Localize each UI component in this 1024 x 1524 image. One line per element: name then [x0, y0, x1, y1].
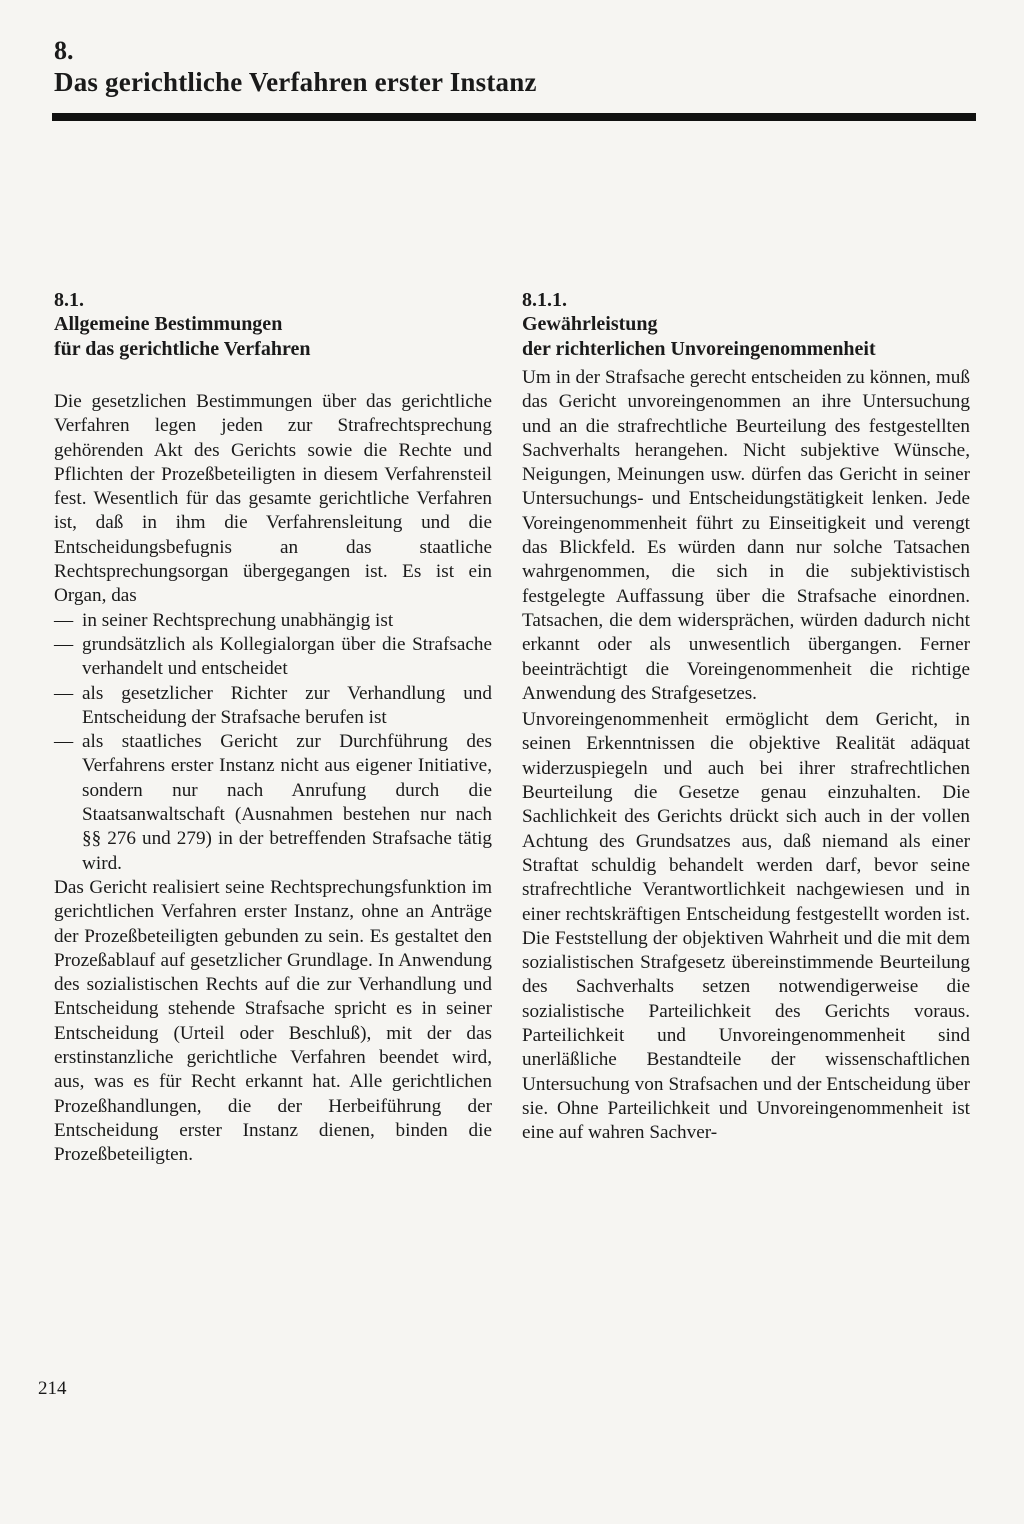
right-column — [522, 288, 970, 1146]
body-paragraph: Unvoreingenommenheit ermöglicht dem Gericht, in seinen Erkenntnissen die objektive Realität adäquat widerzuspiegeln und auch bei ihrer strafrechtlichen Beurteilung die Gesetze genau einzuhalten. Die Sachlichkeit des Gerichts drückt sich auch in der vollen Achtung des Grundsatzes aus, daß niemand als einer Straftat schuldig behandelt werden darf, bevor seine strafrechtliche Verantwortlichkeit nachgewiesen und in einer rechtskräftigen Entscheidung festgestellt worden ist. Die Feststellung der objektiven Wahrheit und die mit dem sozialistischen Strafgesetz übereinstimmende Beurteilung des Sachverhalts setzen notwendigerweise die sozialistische Parteilichkeit des Gerichts voraus. Parteilichkeit und Unvoreingenommenheit sind unerläßliche Bestandteile der wissenschaftlichen Untersuchung von Strafsachen und der Entscheidung über sie. Ohne Parteilichkeit und Unvoreingenommenheit ist eine auf wahren Sachver- — [522, 709, 970, 1144]
subsection-number: 8.1.1. — [522, 289, 567, 311]
closing-paragraph: Das Gericht realisiert seine Rechtsprechungsfunktion im gerichtlichen Verfahren erster Instanz, ohne an Anträge der Prozeßbeteiligten gebunden zu sein. Es gestaltet den Prozeßablauf auf gesetzlicher Grundlage. In Anwendung des sozialistischen Rechts auf die zur Verhandlung und Entscheidung stehende Strafsache spricht es in seiner Entscheidung (Urteil oder Beschluß), mit der das erstinstanzliche gerichtliche Verfahren beendet wird, aus, was es für Recht erkannt hat. Alle gerichtlichen Prozeßhandlungen, die der Herbeiführung der Entscheidung erster Instanz dienen, binden die Prozeßbeteiligten. — [54, 876, 492, 1166]
left-column — [54, 288, 492, 1168]
intro-paragraph: Die gesetzlichen Bestimmungen über das gerichtliche Verfahren legen jeden zur Strafrechtsprechung gehörenden Akt des Gerichts sowie die Rechte und Pflichten der Prozeßbeteiligten in diesem Verfahrensteil fest. Wesentlich für das gesamte gerichtliche Verfahren ist, daß in ihm die Verfahrensleitung und die Entscheidungsbefugnis an das staatliche Rechtsprechungsorgan übergegangen ist. Es ist ein Organ, das — [54, 391, 492, 607]
dash-bullet: — — [54, 609, 74, 631]
dash-bullet: — — [54, 731, 74, 753]
list-item-text: grundsätzlich als Kollegialorgan über die Strafsache verhandelt und entscheidet — [82, 633, 492, 680]
chapter-rule — [52, 113, 976, 121]
dash-bullet: — — [54, 682, 74, 704]
section-title: Allgemeine Bestimmungen für das gerichtliche Verfahren — [54, 313, 311, 360]
section-number: 8.1. — [54, 289, 84, 311]
chapter-heading — [54, 36, 978, 98]
list-item — [54, 609, 492, 633]
body-paragraph: Um in der Strafsache gerecht entscheiden zu können, muß das Gericht unvoreingenommen an ihre Untersuchung und an die strafrechtliche Beurteilung des festgestellten Sachverhalts herangehen. Nicht subjektive Wünsche, Neigungen, Meinungen usw. dürfen das Gericht in seiner Untersuchungs- und Entscheidungstätigkeit lenken. Jede Voreingenommenheit führt zu Einseitigkeit und verengt das Blickfeld. Es würden dann nur solche Tatsachen wahrgenommen, die sich in die subjektivistisch festgelegte Auffassung über die Strafsache einordnen. Tatsachen, die dem widersprächen, würden dadurch nicht erkannt oder als unwesentlich übergangen. Ferner beeinträchtigt die Voreingenommenheit die richtige Anwendung des Strafgesetzes. — [522, 367, 970, 704]
subsection-title: Gewährleistung der richterlichen Unvoreingenommenheit — [522, 313, 876, 360]
chapter-number: 8. — [54, 36, 74, 65]
list-item — [54, 633, 492, 682]
list-item — [54, 730, 492, 876]
list-item-text: in seiner Rechtsprechung unabhängig ist — [82, 609, 394, 631]
dash-bullet: — — [54, 633, 74, 655]
list-item-text: als gesetzlicher Richter zur Verhandlung und Entscheidung der Strafsache berufen ist — [82, 682, 492, 728]
list-item-text: als staatliches Gericht zur Durchführung des Verfahrens erster Instanz nicht aus eigener Initiative, sondern nur nach Anrufung durch die Staatsanwaltschaft (Ausnahmen bestehen nur nach §§ 276 und 279) in der betreffenden Strafsache tätig wird. — [82, 731, 492, 874]
page-number: 214 — [38, 1378, 67, 1399]
chapter-title: Das gerichtliche Verfahren erster Instanz — [54, 67, 537, 97]
list-item — [54, 682, 492, 731]
organ-characteristics-list — [54, 609, 492, 876]
